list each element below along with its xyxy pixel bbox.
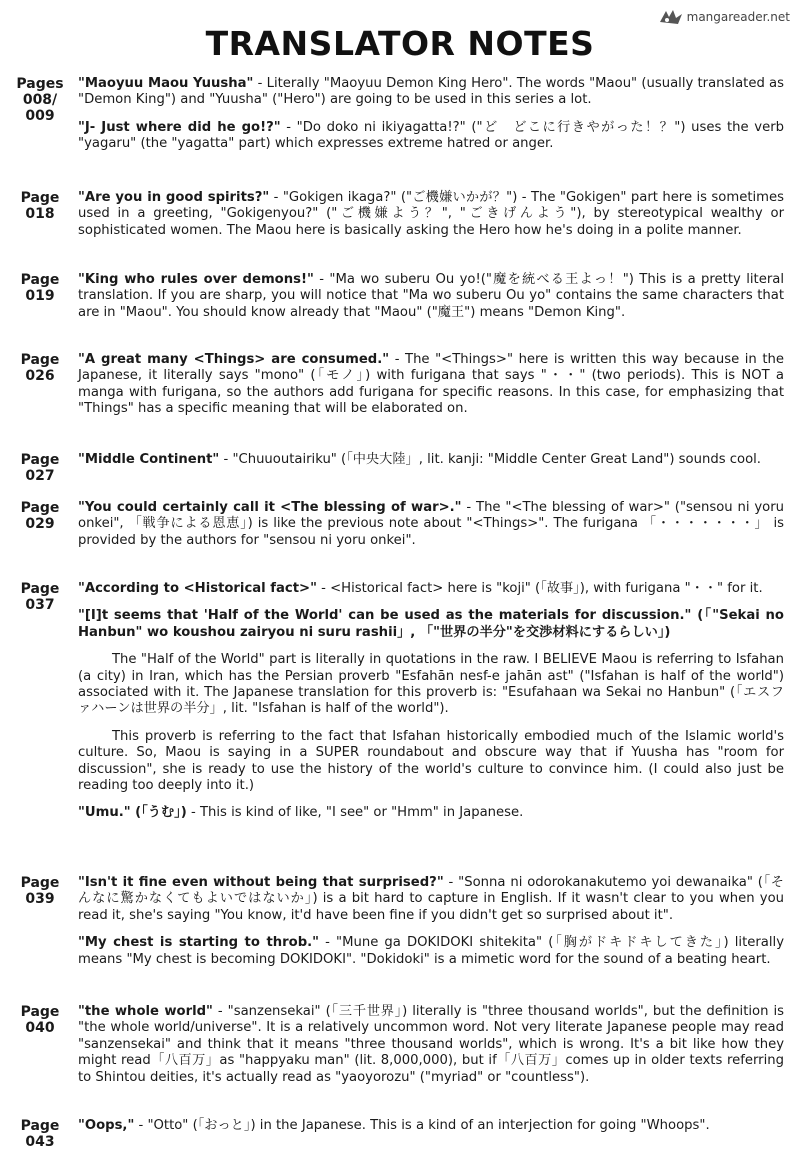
note-paragraph xyxy=(78,190,784,239)
page-reference-label xyxy=(14,190,66,222)
note-text: - "Sonna ni odorokanakutemo yoi dewanaika" (「そんなに驚かなくてもよいではないか」) is a bit hard to capture in English. If it wasn't clear to you when you read it, she's saying "You know, it'd have been fine if you didn't get so surprised about it". xyxy=(78,875,784,923)
note-text: - "Do doko ni ikiyagatta!?" ("ど どこに行きやがった！？") uses the verb "yagaru" (the "yagatta" part) which expresses extreme hatred or anger. xyxy=(78,119,784,152)
note-paragraph xyxy=(78,1004,784,1086)
note-entry xyxy=(14,1118,784,1150)
note-term: "J- Just where did he go!?" xyxy=(78,119,281,135)
page-reference-label xyxy=(14,76,66,124)
note-paragraph xyxy=(78,352,784,418)
note-entry xyxy=(14,500,784,549)
note-body xyxy=(78,352,784,418)
note-entry xyxy=(14,452,784,484)
note-paragraph xyxy=(78,608,784,641)
note-entry xyxy=(14,190,784,239)
page-reference-line: 026 xyxy=(25,368,55,384)
note-term: "Are you in good spirits?" xyxy=(78,190,270,205)
page-reference-line: 009 xyxy=(25,108,55,124)
page-reference-line: 037 xyxy=(25,597,55,613)
page-reference-line: Page xyxy=(20,1004,60,1020)
note-text: - "Ma wo suberu Ou yo!("魔を統べる王よっ！") This is a pretty literal translation. If you are sharp, you will notice that "Ma wo suberu Ou yo" contains the same characters that are in "Maou". You should know already that "Maou" ("魔王") means "Demon King". xyxy=(78,272,784,320)
note-entry xyxy=(14,1004,784,1086)
note-paragraph xyxy=(78,120,784,153)
note-body xyxy=(78,500,784,549)
note-text: - This is kind of like, "I see" or "Hmm" in Japanese. xyxy=(186,805,524,821)
page-reference-line: Page xyxy=(20,272,60,288)
note-term: "the whole world" xyxy=(78,1004,213,1019)
note-text: - "sanzensekai" (「三千世界」) literally is "three thousand worlds", but the definition is "the whole world/universe". It is a relatively uncommon word. Not very literate Japanese people may read "sanzensekai" and think that it means "three thousand worlds", which is wrong. It's a bit like how they might read「八百万」as "happyaku man" (lit. 8,000,000), but if「八百万」comes up in older texts referring to Shintou deities, it's actually read as "yaoyorozu" ("myriad" or "countless"). xyxy=(78,1004,784,1085)
note-paragraph xyxy=(78,1118,784,1134)
note-paragraph xyxy=(78,500,784,549)
note-body xyxy=(78,76,784,153)
note-text: - "Mune ga DOKIDOKI shitekita" (「胸がドキドキしてきた」) literally means "My chest is becoming DOKIDOKI". "Dokidoki" is a mimetic word for the sound of a beating heart. xyxy=(78,935,784,967)
page-title: TRANSLATOR NOTES xyxy=(205,24,595,63)
note-term: "Maoyuu Maou Yuusha" xyxy=(78,76,254,91)
page-reference-label xyxy=(14,875,66,907)
note-term: "You could certainly call it <The blessing of war>." xyxy=(78,500,462,515)
page-reference-line: 039 xyxy=(25,891,55,907)
note-body xyxy=(78,452,784,468)
note-entry xyxy=(14,581,784,822)
note-text: - "Chuuoutairiku" (「中央大陸」, lit. kanji: "Middle Center Great Land") sounds cool. xyxy=(219,452,762,467)
page-reference-line: 019 xyxy=(25,288,55,304)
page-reference-line: Page xyxy=(20,190,60,206)
note-entry xyxy=(14,76,784,153)
note-paragraph xyxy=(78,729,784,795)
page-reference-line: 029 xyxy=(25,516,55,532)
page-reference-line: 018 xyxy=(25,206,55,222)
note-paragraph xyxy=(78,875,784,924)
page-reference-line: Page xyxy=(20,1118,60,1134)
page-reference-label xyxy=(14,272,66,304)
note-term: "Umu." (「うむ」) xyxy=(78,805,187,821)
note-text: - <Historical fact> here is "koji" (「故事」), with furigana "・・" for it. xyxy=(316,581,763,596)
page-reference-line: Page xyxy=(20,581,60,597)
note-body xyxy=(78,272,784,321)
page-reference-line: Page xyxy=(20,452,60,468)
page-reference-label xyxy=(14,1118,66,1150)
note-body xyxy=(78,190,784,239)
note-paragraph xyxy=(78,581,784,597)
note-body xyxy=(78,875,784,968)
note-text: - Literally "Maoyuu Demon King Hero". The words "Maou" (usually translated as "Demon King") and "Yuusha" ("Hero") are going to be used in this series a lot. xyxy=(78,76,784,108)
note-paragraph xyxy=(78,452,784,468)
page-reference-label xyxy=(14,581,66,613)
page-reference-line: Page xyxy=(20,352,60,368)
note-text: - "Gokigen ikaga?" ("ご機嫌いかが？") - The "Gokigen" part here is sometimes used in a greeting, "Gokigenyou?" ("ご機嫌よう？", "ごきげんよう"), by stereotypical wealthy or sophisticated women. The Maou here is basically asking the Hero how he's doing in a polite manner. xyxy=(78,190,784,238)
watermark-text: mangareader.net xyxy=(686,10,790,24)
note-text: - "Otto" (「おっと」) in the Japanese. This is a kind of an interjection for going "Whoops". xyxy=(134,1118,710,1133)
note-paragraph xyxy=(78,272,784,321)
page-reference-line: Page xyxy=(20,500,60,516)
note-paragraph xyxy=(78,652,784,718)
note-term: "Middle Continent" xyxy=(78,452,220,467)
note-paragraph xyxy=(78,935,784,968)
page-reference-label xyxy=(14,1004,66,1036)
page-reference-line: Page xyxy=(20,875,60,891)
page-reference-line: 040 xyxy=(25,1020,55,1036)
note-term: "According to <Historical fact>" xyxy=(78,581,317,596)
note-body xyxy=(78,581,784,822)
note-body xyxy=(78,1118,784,1134)
page-reference-label xyxy=(14,500,66,532)
note-body xyxy=(78,1004,784,1086)
note-entry xyxy=(14,352,784,418)
note-term: "[I]t seems that 'Half of the World' can be used as the materials for discussion." (「"Sekai no Hanbun" wo koushou zairyou ni suru rashii」, 「"世界の半分"を交渉材料にするらしい」) xyxy=(78,608,784,640)
note-paragraph xyxy=(78,76,784,109)
note-text: - The "<The blessing of war>" ("sensou ni yoru onkei", 「戦争による恩恵」) is like the previous note about "<Things>". The furigana 「・・・・・・・」 is provided by the authors for "sensou ni yoru onkei". xyxy=(78,500,785,548)
page-reference-label xyxy=(14,452,66,484)
note-paragraph xyxy=(78,805,784,821)
note-term: "Oops," xyxy=(78,1118,135,1133)
note-text: - The "<Things>" here is written this way because in the Japanese, it literally says "mono" (「モノ」) with furigana that says "・・" (two periods). This is NOT a manga with furigana, so the authors add furigana for specific reasons. In this case, for emphasizing that "Things" has a specific meaning that will be elaborated on. xyxy=(78,352,784,417)
note-text: This proverb is referring to the fact that Isfahan historically embodied much of the Islamic world's culture. So, Maou is saying in a SUPER roundabout and obscure way that if Yuusha has "room for discussion", she is ready to use the history of the world's culture to convince him. (I could also just be reading too deeply into it.) xyxy=(78,728,784,794)
page-reference-line: 008/ xyxy=(22,92,58,108)
page-reference-line: 043 xyxy=(25,1134,55,1150)
note-term: "King who rules over demons!" xyxy=(78,272,314,287)
note-term: "My chest is starting to throb." xyxy=(78,935,320,951)
note-text: The "Half of the World" part is literally in quotations in the raw. I BELIEVE Maou is referring to Isfahan (a city) in Iran, which has the Persian proverb "Esfahān nesf-e jahān ast" ("Isfahan is half of the world") associated with it. The Japanese translation for this proverb is: "Esufahaan wa Sekai no Hanbun" (「エスファハーンは世界の半分」, lit. "Isfahan is half of the world"). xyxy=(78,652,784,717)
page-reference-label xyxy=(14,352,66,384)
page-reference-line: 027 xyxy=(25,468,55,484)
note-entry xyxy=(14,272,784,321)
note-term: "A great many <Things> are consumed." xyxy=(78,352,390,367)
page-reference-line: Pages xyxy=(16,76,64,92)
note-entry xyxy=(14,875,784,968)
note-term: "Isn't it fine even without being that surprised?" xyxy=(78,875,444,890)
